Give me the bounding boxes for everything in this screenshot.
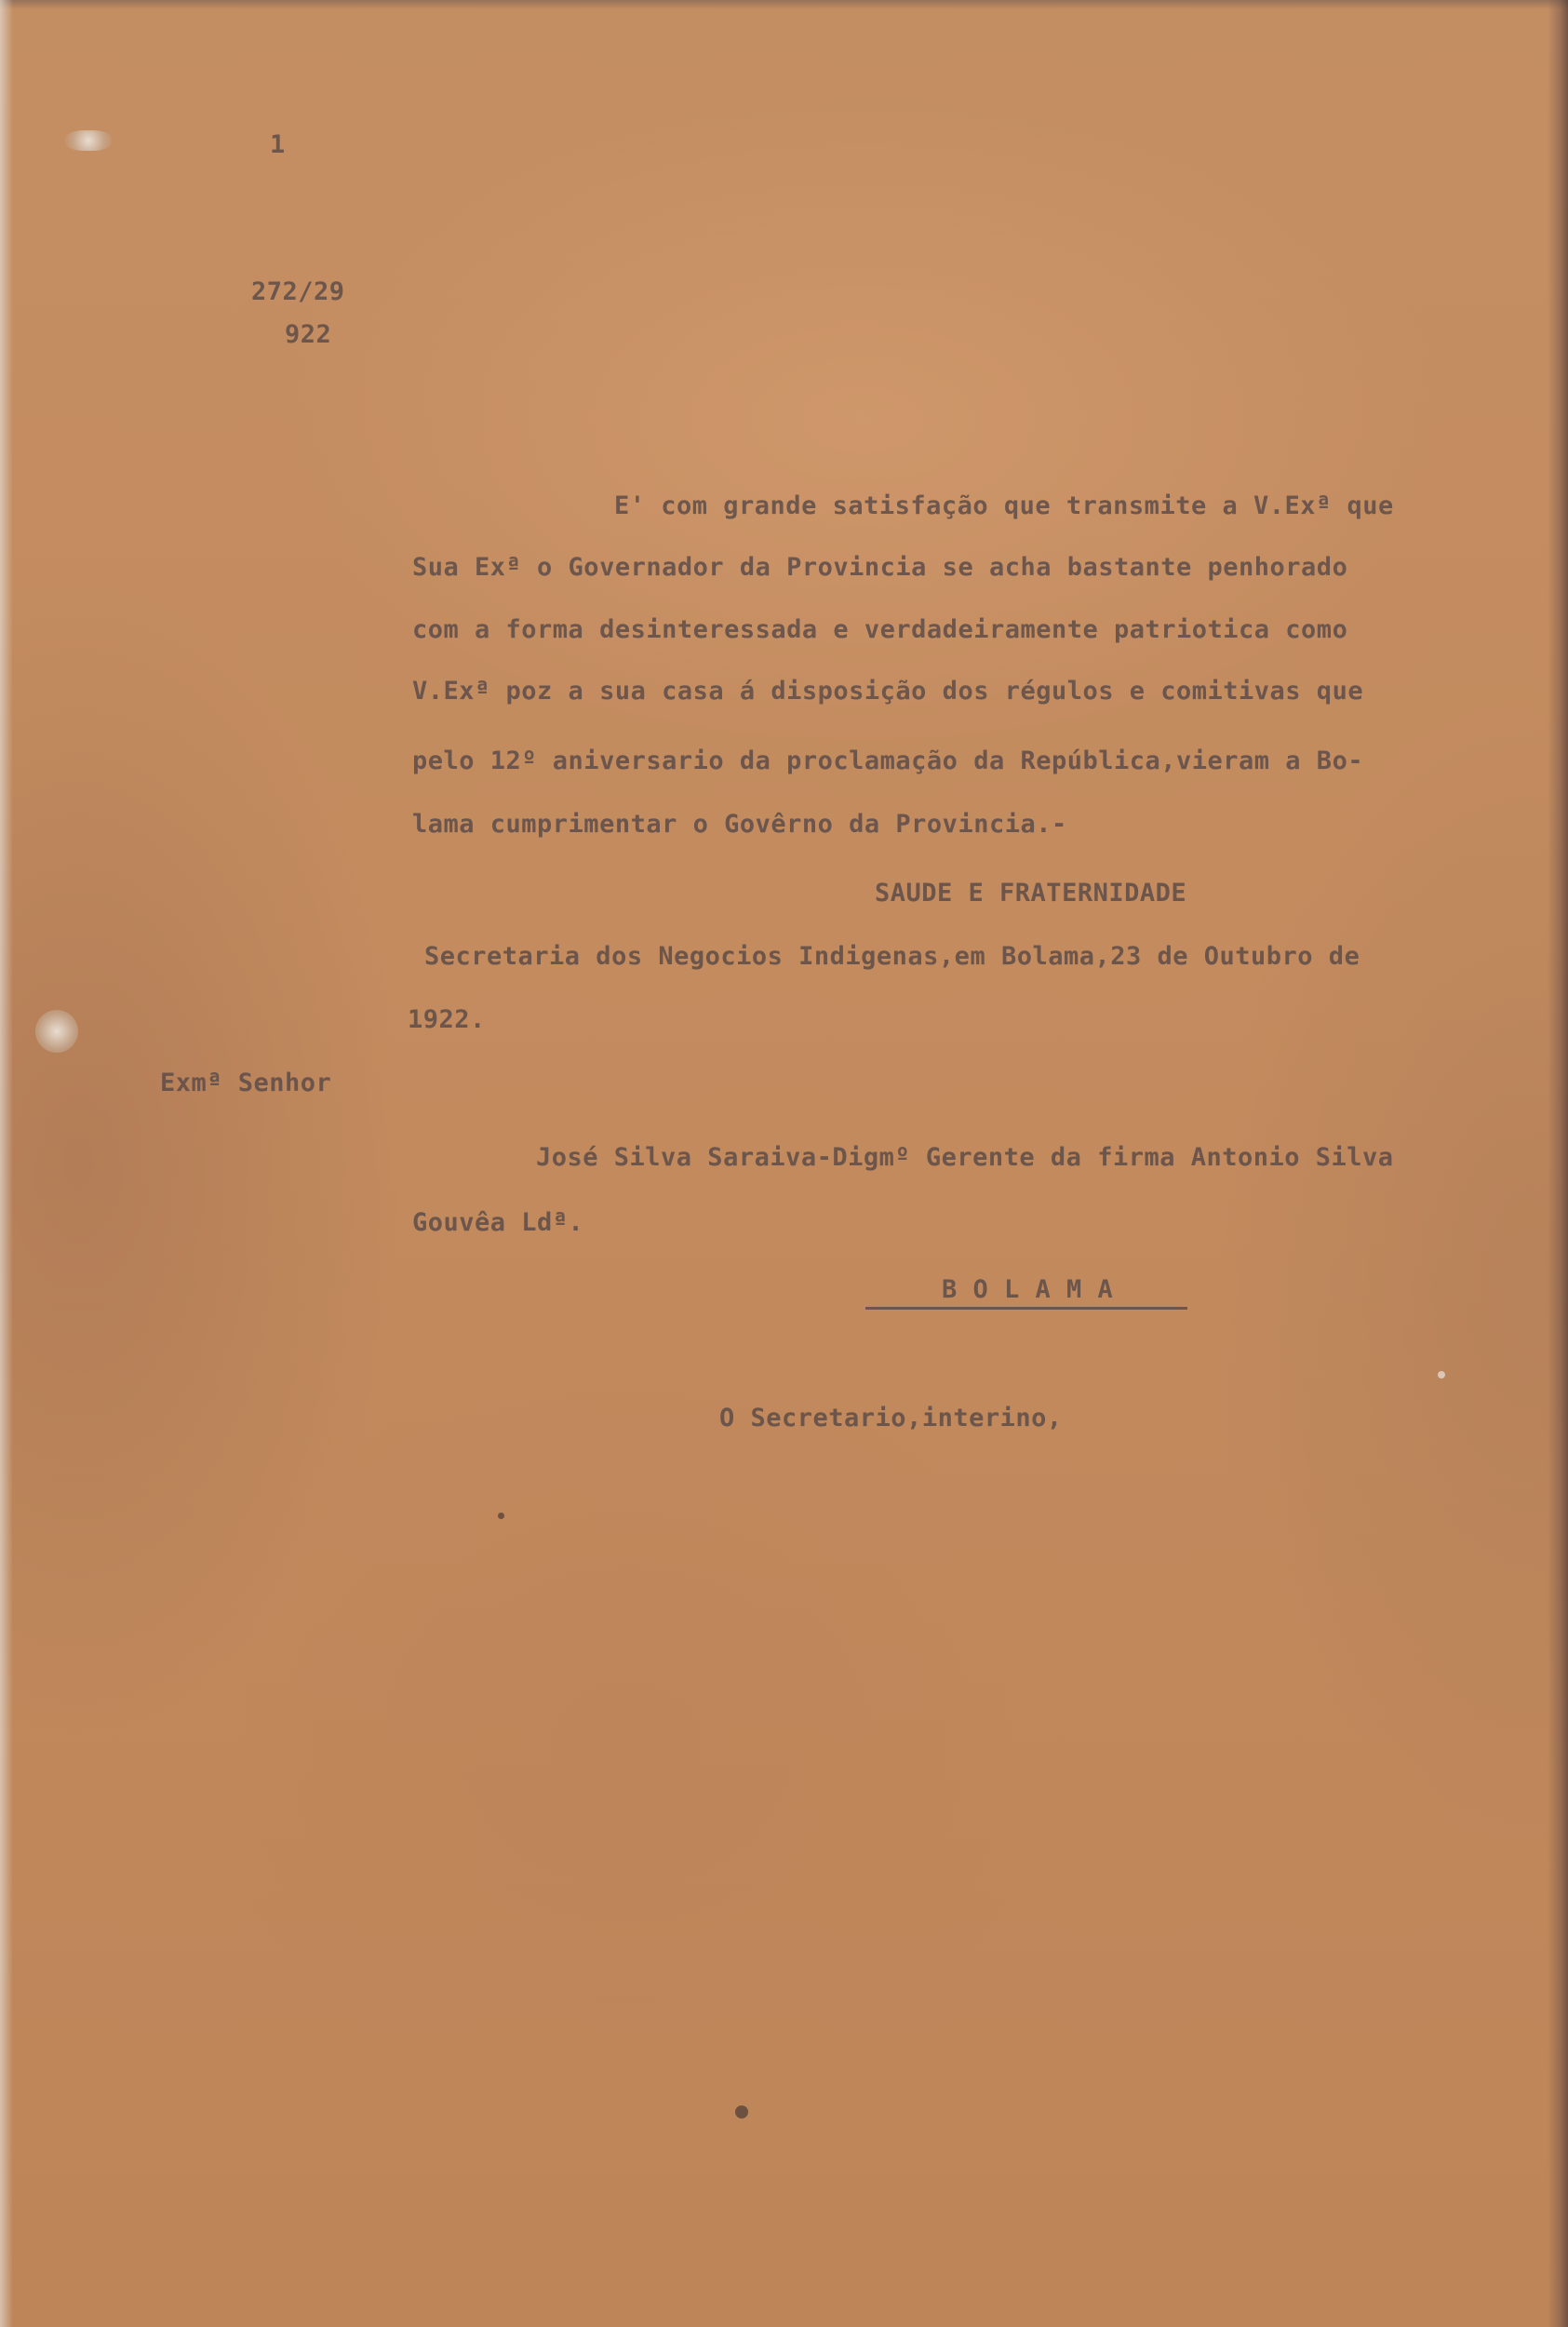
paper-wear-mark bbox=[65, 130, 112, 151]
body-line: E' com grande satisfação que transmite a V.Exª que bbox=[614, 491, 1394, 520]
addressee-line: José Silva Saraiva-Digmº Gerente da firma Antonio Silva bbox=[536, 1143, 1394, 1172]
page-left-edge bbox=[0, 0, 13, 2327]
body-line: V.Exª poz a sua casa á disposição dos régulos e comitivas que bbox=[412, 677, 1364, 706]
signature-title: O Secretario,interino, bbox=[719, 1404, 1063, 1433]
addressee-line: Gouvêa Ldª. bbox=[412, 1208, 584, 1237]
page-number: 1 bbox=[270, 130, 286, 159]
ink-speck bbox=[498, 1513, 504, 1519]
punch-hole bbox=[35, 1010, 78, 1053]
reference-number: 272/29 bbox=[251, 277, 345, 306]
destination-underline bbox=[865, 1307, 1187, 1310]
body-line: com a forma desinteressada e verdadeiramente patriotica como bbox=[412, 615, 1348, 644]
place-date-year: 1922. bbox=[408, 1005, 486, 1034]
paper-speck bbox=[1438, 1371, 1445, 1379]
salutation: SAUDE E FRATERNIDADE bbox=[875, 879, 1187, 908]
addressee-title: Exmª Senhor bbox=[160, 1069, 332, 1097]
body-line: Sua Exª o Governador da Provincia se acha bastante penhorado bbox=[412, 553, 1348, 582]
page-right-edge-shadow bbox=[1548, 0, 1568, 2327]
place-date-line: Secretaria dos Negocios Indigenas,em Bolama,23 de Outubro de bbox=[424, 942, 1360, 971]
body-line: lama cumprimentar o Govêrno da Provincia.- bbox=[412, 810, 1067, 839]
page-top-edge-shadow bbox=[0, 0, 1568, 9]
body-line: pelo 12º aniversario da proclamação da República,vieram a Bo- bbox=[412, 747, 1364, 775]
ink-speck bbox=[735, 2105, 748, 2119]
reference-year: 922 bbox=[285, 320, 332, 349]
destination: B O L A M A bbox=[942, 1275, 1114, 1304]
